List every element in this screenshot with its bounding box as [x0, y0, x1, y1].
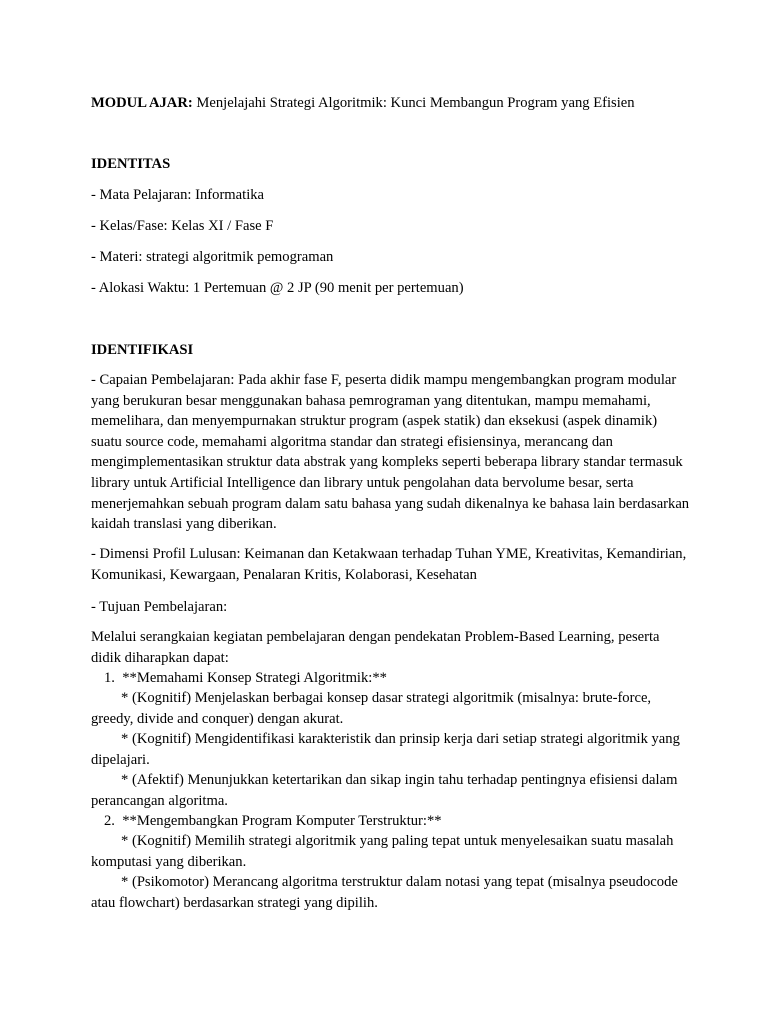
list-title: **Mengembangkan Program Komputer Terstruktur:** — [122, 813, 442, 829]
bullet-icon: * — [121, 772, 129, 788]
list-item-1-bullet-2 — [91, 729, 691, 770]
list-item-2-bullet-1 — [91, 831, 691, 872]
list-item-1-bullet-1 — [91, 688, 691, 729]
identifikasi-heading: IDENTIFIKASI — [91, 342, 194, 358]
title-text: Menjelajahi Strategi Algoritmik: Kunci Membangun Program yang Efisien — [192, 95, 635, 111]
bullet-icon: * — [121, 874, 129, 890]
identitas-item-materi: - Materi: strategi algoritmik pemograman — [91, 249, 334, 265]
bullet-icon: * — [121, 833, 129, 849]
title-label: MODUL AJAR: — [91, 95, 193, 111]
list-number: 1. — [104, 670, 115, 686]
bullet-text: (Kognitif) Menjelaskan berbagai konsep dasar strategi algoritmik (misalnya: brute-force, greedy, divide and conquer) dengan akurat. — [91, 690, 652, 727]
dimensi-profil-lulusan: - Dimensi Profil Lulusan: Keimanan dan Ketakwaan terhadap Tuhan YME, Kreativitas, Kemandirian, Komunikasi, Kewargaan, Penalaran Kritis, Kolaborasi, Kesehatan — [91, 546, 687, 583]
identitas-item-alokasi: - Alokasi Waktu: 1 Pertemuan @ 2 JP (90 menit per pertemuan) — [91, 280, 464, 296]
identitas-heading: IDENTITAS — [91, 156, 171, 172]
bullet-text: (Kognitif) Memilih strategi algoritmik yang paling tepat untuk menyelesaikan suatu masalah komputasi yang diberikan. — [91, 833, 674, 870]
list-item-1-title — [104, 668, 387, 688]
tujuan-intro: Melalui serangkaian kegiatan pembelajaran dengan pendekatan Problem-Based Learning, peserta didik diharapkan dapat: — [91, 629, 660, 666]
document-title — [91, 93, 635, 113]
list-number: 2. — [104, 813, 115, 829]
list-item-2-bullet-2 — [91, 872, 691, 913]
list-title: **Memahami Konsep Strategi Algoritmik:** — [122, 670, 387, 686]
capaian-pembelajaran: - Capaian Pembelajaran: Pada akhir fase F, peserta didik mampu mengembangkan program modular yang berukuran besar menggunakan bahasa pemrograman yang ditentukan, mampu memahami, memelihara, dan menyempurnakan struktur program (aspek statik) dan eksekusi (aspek dinamik) suatu source code, memahami algoritma standar dan strategi efisiensinya, merancang dan mengimplementasikan struktur data abstrak yang kompleks seperti beberapa library standar termasuk library untuk Artificial Intelligence dan library untuk pengolahan data bervolume besar, serta menerjemahkan sebuah program dalam satu bahasa yang sudah dikenalnya ke bahasa lain berdasarkan kaidah translasi yang diberikan. — [91, 372, 690, 533]
bullet-icon: * — [121, 731, 129, 747]
list-item-2-title — [104, 811, 442, 831]
bullet-text: (Kognitif) Mengidentifikasi karakteristik dan prinsip kerja dari setiap strategi algoritmik yang dipelajari. — [91, 731, 680, 768]
bullet-text: (Afektif) Menunjukkan ketertarikan dan sikap ingin tahu terhadap pentingnya efisiensi dalam perancangan algoritma. — [91, 772, 678, 809]
list-item-1-bullet-3 — [91, 770, 691, 811]
bullet-text: (Psikomotor) Merancang algoritma terstruktur dalam notasi yang tepat (misalnya pseudocode atau flowchart) berdasarkan strategi yang dipilih. — [91, 874, 678, 911]
tujuan-heading: - Tujuan Pembelajaran: — [91, 599, 228, 615]
identitas-item-mapel: - Mata Pelajaran: Informatika — [91, 187, 265, 203]
bullet-icon: * — [121, 690, 129, 706]
identitas-item-kelas: - Kelas/Fase: Kelas XI / Fase F — [91, 218, 274, 234]
